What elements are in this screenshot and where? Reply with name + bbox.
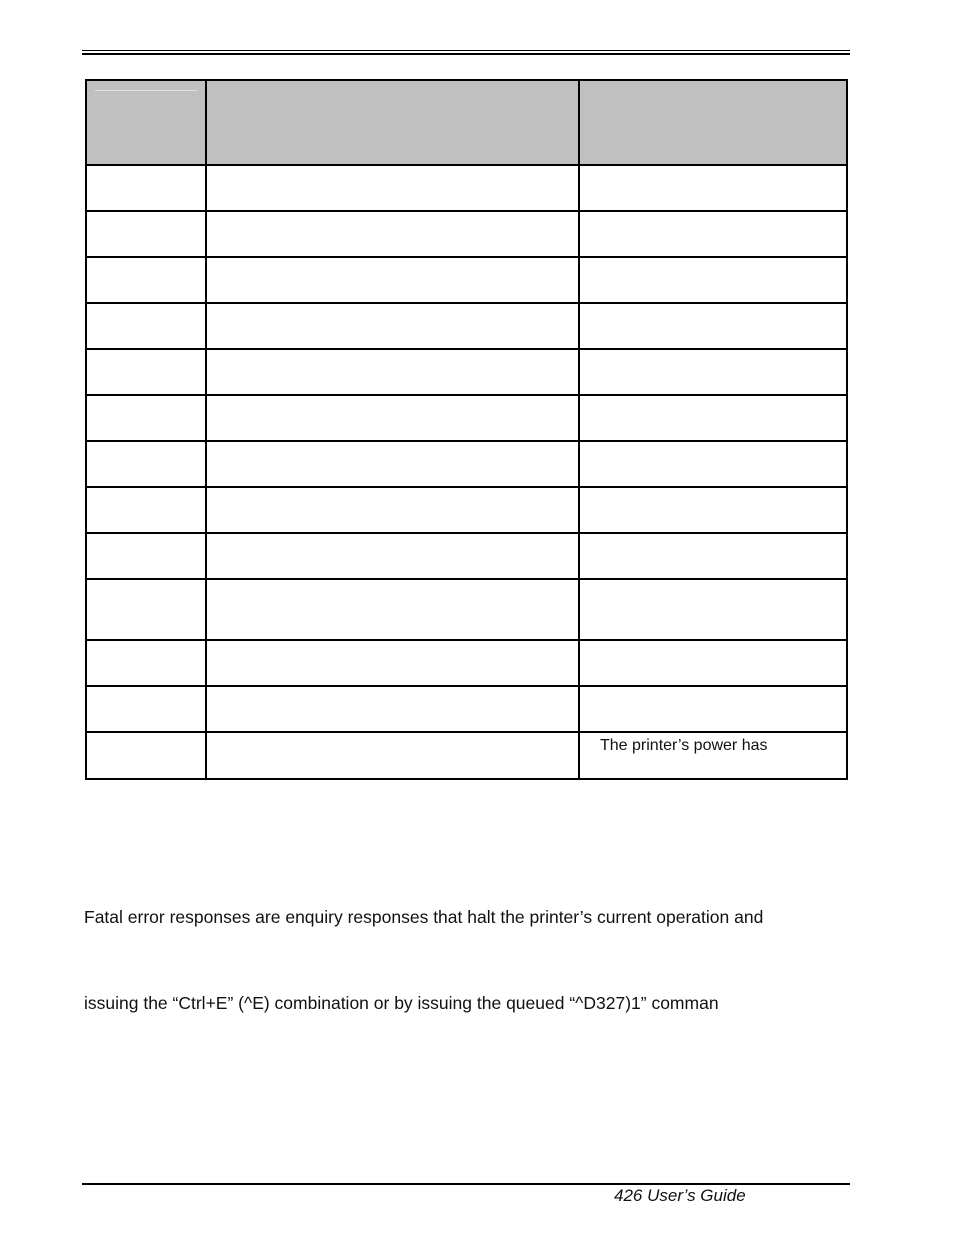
table-cell — [206, 165, 579, 211]
table-cell — [206, 211, 579, 257]
table-cell — [206, 349, 579, 395]
table-cell — [579, 640, 847, 686]
table-cell — [86, 257, 206, 303]
table-cell — [86, 487, 206, 533]
table-cell — [206, 579, 579, 640]
table-row — [86, 686, 847, 732]
table-cell — [206, 640, 579, 686]
table-cell — [579, 349, 847, 395]
table-header-row — [86, 80, 847, 165]
table-cell — [206, 533, 579, 579]
table-cell — [579, 211, 847, 257]
table-cell — [579, 686, 847, 732]
header-rule-top — [82, 50, 850, 51]
response-table — [85, 79, 848, 780]
table-header-cell — [206, 80, 579, 165]
table-cell — [86, 732, 206, 779]
table-cell — [579, 395, 847, 441]
table-cell — [86, 579, 206, 640]
table-row — [86, 579, 847, 640]
table-row — [86, 441, 847, 487]
footer-guide-title: 426 User’s Guide — [614, 1186, 746, 1205]
table-row — [86, 395, 847, 441]
table-row — [86, 349, 847, 395]
table-cell — [206, 441, 579, 487]
table-cell — [206, 303, 579, 349]
table-cell: The printer’s power has — [579, 732, 847, 779]
table-cell — [579, 441, 847, 487]
table-row — [86, 303, 847, 349]
table-cell — [86, 395, 206, 441]
table-cell — [579, 303, 847, 349]
body-paragraph: Fatal error responses are enquiry responses that halt the printer’s current operation and — [84, 907, 764, 927]
table-header-cell — [86, 80, 206, 165]
table-cell — [86, 165, 206, 211]
table-row — [86, 533, 847, 579]
table-row — [86, 211, 847, 257]
table-cell — [86, 533, 206, 579]
table-header-cell — [579, 80, 847, 165]
response-table-container — [85, 79, 846, 780]
table-row — [86, 732, 847, 779]
table-row — [86, 487, 847, 533]
table-cell — [206, 686, 579, 732]
table-cell — [206, 487, 579, 533]
table-cell — [86, 441, 206, 487]
header-divider — [95, 90, 197, 91]
body-paragraph: issuing the “Ctrl+E” (^E) combination or by issuing the queued “^D327)1” comman — [84, 993, 719, 1013]
table-cell — [579, 165, 847, 211]
table-cell — [579, 579, 847, 640]
table-cell — [86, 211, 206, 257]
table-row — [86, 640, 847, 686]
table-cell — [206, 257, 579, 303]
table-cell — [86, 349, 206, 395]
table-cell — [579, 533, 847, 579]
table-row — [86, 257, 847, 303]
table-cell — [86, 686, 206, 732]
table-cell — [206, 732, 579, 779]
table-cell — [579, 487, 847, 533]
table-cell — [86, 640, 206, 686]
table-cell — [86, 303, 206, 349]
header-rule-bottom — [82, 53, 850, 55]
table-cell — [579, 257, 847, 303]
table-cell — [206, 395, 579, 441]
table-row — [86, 165, 847, 211]
